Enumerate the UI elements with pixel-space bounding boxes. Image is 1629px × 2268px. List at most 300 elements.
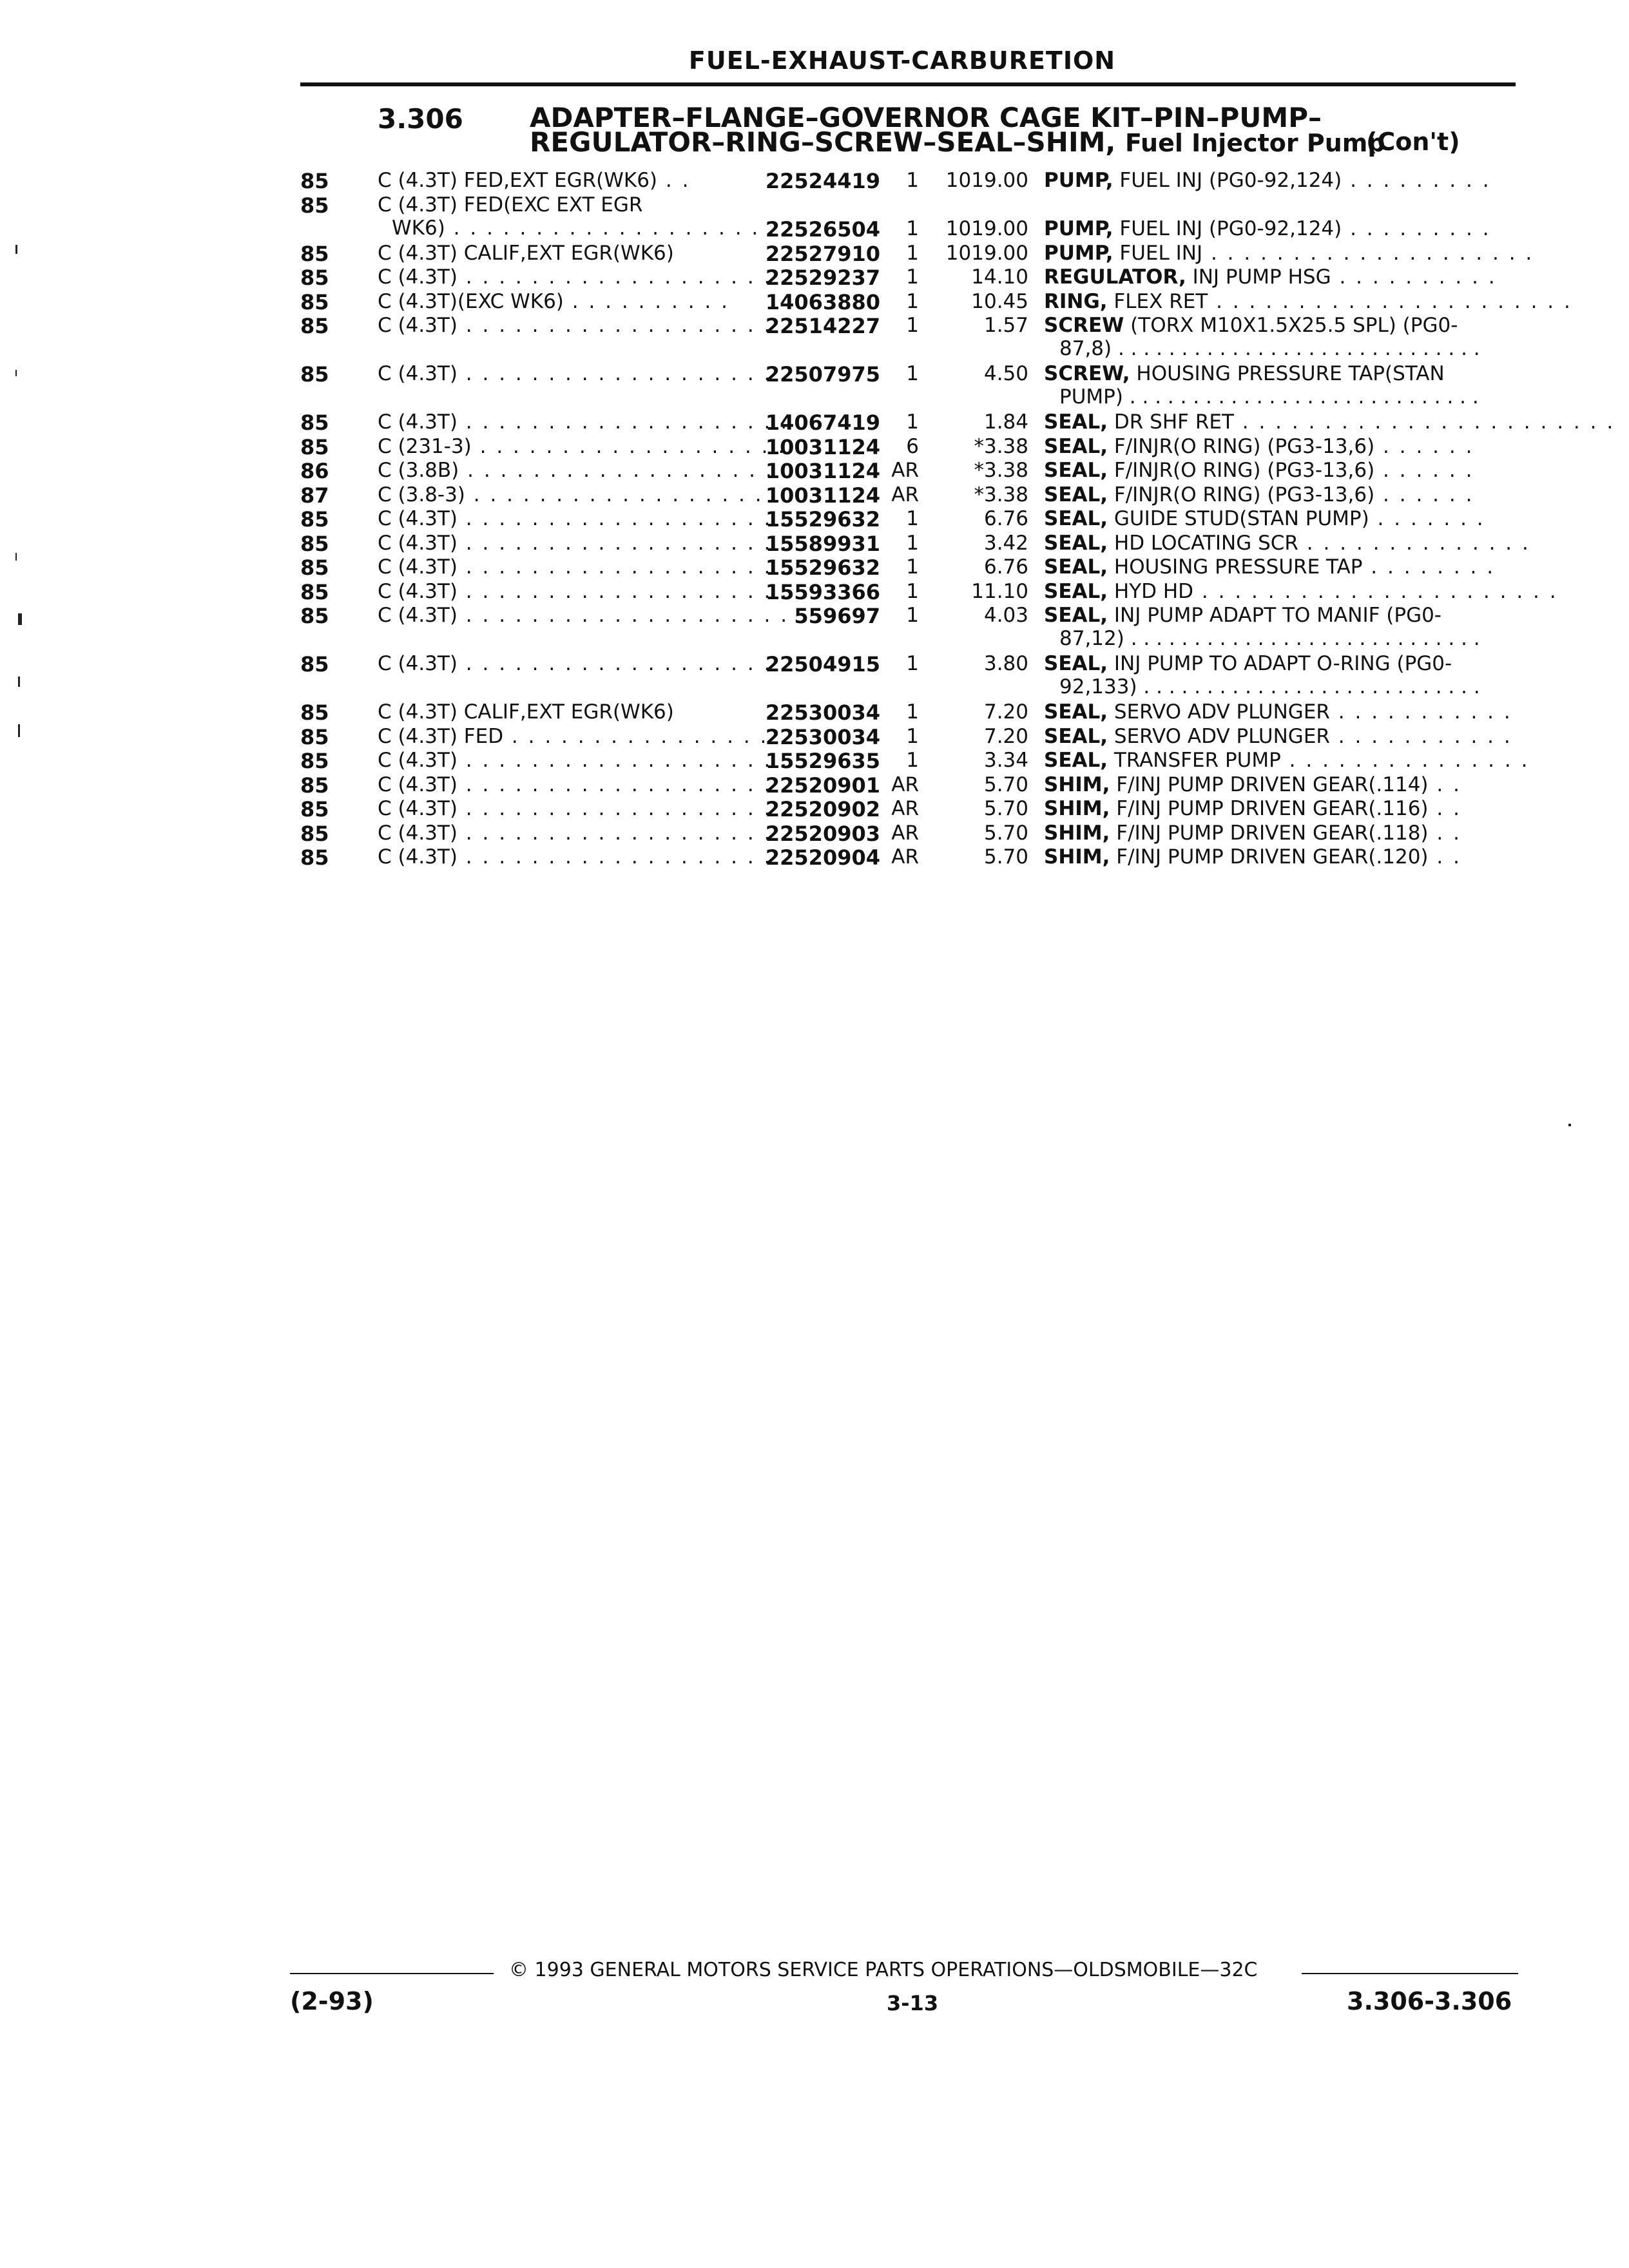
row-year: 85 [300, 579, 329, 604]
row-part-number: 22514227 [765, 314, 880, 338]
row-description-dots: . . [1428, 845, 1461, 869]
section-title-suffix: Fuel Injector Pump [1124, 129, 1385, 157]
row-part-number: 22504915 [765, 652, 880, 677]
row-leader-dots: . . . . . . . . . . . . . . . . . . . . [457, 314, 789, 337]
row-description-dots: . . . . . . . . . . . . . . . . . . . . . . [1208, 289, 1572, 313]
row-description-name: SHIM, [1044, 821, 1110, 845]
page-header-title: FUEL-EXHAUST-CARBURETION [688, 46, 1116, 75]
row-part-number: 22507975 [765, 362, 880, 387]
row-leader-dots: . . . . . . . . . . . . . . . . . . . . [457, 531, 789, 555]
row-price: 5.70 [983, 821, 1028, 845]
row-description [1044, 604, 1518, 650]
row-part-number: 22524419 [765, 169, 880, 193]
row-price: *3.38 [974, 459, 1028, 482]
row-price: 10.45 [971, 289, 1028, 313]
row-usage-cont-text: WK6) [392, 216, 445, 240]
row-year: 85 [300, 434, 329, 459]
row-description-text: F/INJ PUMP DRIVEN GEAR(.116) [1110, 797, 1429, 820]
row-price: 5.70 [983, 773, 1028, 796]
row-year: 85 [300, 531, 329, 556]
table-row [300, 241, 1534, 266]
scan-mark [15, 370, 17, 376]
row-part-number: 22529237 [765, 265, 880, 290]
table-row [300, 579, 1558, 604]
row-description-dots: . . . . . . . [1369, 507, 1485, 530]
row-quantity: 1 [906, 410, 919, 434]
row-description-text: HD LOCATING SCR [1108, 531, 1298, 555]
row-description [1044, 265, 1518, 289]
row-usage [378, 362, 1016, 385]
row-leader-dots: . . . . . . . . . . . . . . . . . . . . [457, 507, 789, 530]
footer-copyright: © 1993 GENERAL MOTORS SERVICE PARTS OPERATIONS—OLDSMOBILE—32C [509, 1959, 1258, 1981]
row-description [1044, 217, 1518, 240]
row-description-text: DR SHF RET [1108, 410, 1234, 434]
row-usage-text [378, 265, 1016, 289]
row-description-dots: . . . . . . [1374, 459, 1474, 482]
table-row [300, 193, 1518, 242]
row-year: 85 [300, 773, 329, 798]
row-leader-dots: . . . . . . . . . . . . . . . . . . . . [457, 579, 789, 603]
row-part-number: 22520904 [765, 845, 880, 870]
row-year: 85 [300, 410, 329, 435]
row-usage-text [378, 532, 1016, 555]
row-description-name: SEAL, [1044, 604, 1108, 627]
row-part-number: 22520901 [765, 773, 880, 798]
scan-mark [1568, 1124, 1571, 1126]
row-description-name: SEAL, [1044, 434, 1108, 458]
row-usage-main: C (4.3T) [378, 507, 458, 530]
row-description-dots: . . [1428, 797, 1461, 820]
row-usage-text [378, 242, 1016, 265]
row-usage [378, 483, 1016, 506]
footer-rule-left [290, 1973, 494, 1974]
row-part-number: 559697 [794, 604, 880, 628]
table-row [300, 822, 1518, 846]
section-continued-label: (Con't) [1366, 128, 1460, 156]
row-description [1044, 410, 1615, 434]
table-row [300, 749, 1530, 773]
row-description-text: F/INJ PUMP DRIVEN GEAR(.114) [1110, 773, 1429, 796]
row-quantity: 1 [906, 314, 919, 337]
row-description-name: SEAL, [1044, 410, 1108, 434]
row-description-name: SEAL, [1044, 700, 1108, 724]
row-quantity: 1 [906, 169, 919, 192]
row-description-name: SCREW [1044, 314, 1124, 337]
row-quantity: 1 [906, 652, 919, 675]
row-description-text: F/INJR(O RING) (PG3-13,6) [1108, 459, 1375, 482]
row-price: 1.57 [983, 314, 1028, 337]
row-description-name: PUMP, [1044, 241, 1113, 265]
row-description-text: F/INJR(O RING) (PG3-13,6) [1108, 483, 1375, 506]
row-description-text: F/INJ PUMP DRIVEN GEAR(.120) [1110, 845, 1429, 869]
row-description-name: SEAL, [1044, 555, 1108, 579]
row-part-number: 15589931 [765, 531, 880, 556]
row-usage-text [378, 459, 1016, 482]
row-usage-main: C (4.3T) [378, 604, 458, 627]
row-usage-main: C (4.3T) [378, 652, 458, 675]
footer-date: (2-93) [290, 1987, 374, 2015]
row-description-name: SHIM, [1044, 797, 1110, 820]
row-usage [378, 797, 1016, 820]
row-year: 85 [300, 289, 329, 314]
row-usage-text [378, 193, 1016, 216]
scan-mark [18, 613, 22, 625]
row-description-text: GUIDE STUD(STAN PUMP) [1108, 507, 1369, 530]
row-year: 85 [300, 314, 329, 338]
row-part-number: 10031124 [765, 459, 880, 483]
row-usage [378, 314, 1016, 337]
row-description-text: HYD HD [1108, 579, 1194, 603]
row-description [1044, 435, 1518, 458]
row-description-text: F/INJR(O RING) (PG3-13,6) [1108, 434, 1375, 458]
row-description-dots: . . . . . . . . . . . [1329, 700, 1512, 724]
row-year: 85 [300, 797, 329, 822]
row-usage-main: C (4.3T) FED [378, 724, 504, 748]
row-description [1044, 483, 1518, 506]
row-description [1044, 845, 1518, 869]
row-usage [378, 845, 1016, 869]
row-description-dots: . . . . . . . . [1362, 555, 1496, 579]
row-year: 85 [300, 555, 329, 580]
footer-rule-right [1302, 1973, 1518, 1974]
row-quantity: 1 [906, 507, 919, 530]
row-part-number: 15529632 [765, 507, 880, 532]
row-description-name: SEAL, [1044, 652, 1108, 675]
row-usage-text [378, 290, 1016, 313]
row-price: 1.84 [983, 410, 1028, 434]
row-price: 14.10 [971, 265, 1028, 289]
row-usage-text [378, 773, 1016, 796]
row-part-number: 10031124 [765, 483, 880, 508]
row-usage-text [378, 507, 1016, 530]
row-description-dots: . . [1428, 821, 1461, 845]
row-quantity: 1 [906, 217, 919, 240]
row-description-name: SEAL, [1044, 459, 1108, 482]
table-row [300, 652, 1518, 700]
row-usage [378, 532, 1016, 555]
row-description [1044, 822, 1518, 845]
row-usage-main: C (3.8-3) [378, 483, 465, 506]
row-year: 85 [300, 845, 329, 870]
row-part-number: 22520902 [765, 797, 880, 822]
row-year: 85 [300, 652, 329, 677]
row-description-name: SEAL, [1044, 483, 1108, 506]
row-description-line2: 92,133) . . . . . . . . . . . . . . . . . . . . . . . . . . . [1059, 675, 1480, 698]
table-row [300, 773, 1518, 798]
table-row [300, 700, 1518, 725]
row-usage-main: C (4.3T) CALIF,EXT EGR(WK6) [378, 700, 674, 724]
row-usage-main: C (4.3T) [378, 773, 458, 796]
row-usage [378, 242, 1016, 265]
row-usage-text [378, 555, 1016, 579]
row-year: 85 [300, 749, 329, 773]
table-row [300, 845, 1518, 870]
row-usage-continued [378, 216, 1016, 240]
row-description [1044, 700, 1518, 724]
row-description-dots: . . . . . . . . . . . . . . . [1280, 749, 1530, 772]
row-description [1044, 314, 1518, 360]
row-usage-text [378, 652, 1016, 675]
scan-mark [18, 724, 20, 737]
row-usage-main: C (3.8B) [378, 459, 459, 482]
row-description-name: SEAL, [1044, 531, 1108, 555]
row-price: 4.50 [983, 362, 1028, 385]
table-row [300, 169, 1518, 193]
row-usage-main: C (4.3T) [378, 845, 458, 869]
row-quantity: 1 [906, 362, 919, 385]
row-description-text: INJ PUMP ADAPT TO MANIF (PG0- [1108, 604, 1441, 627]
row-description-name: SHIM, [1044, 845, 1110, 869]
row-description [1044, 749, 1530, 772]
row-description [1044, 531, 1530, 555]
scan-mark [18, 677, 20, 687]
row-leader-dots: . . [657, 169, 691, 192]
row-price: 4.03 [983, 604, 1028, 627]
row-usage-text [378, 169, 1016, 192]
row-quantity: 1 [906, 289, 919, 313]
row-usage [378, 507, 1016, 530]
row-quantity: 1 [906, 531, 919, 555]
row-description-dots: . . . . . . . . . [1342, 217, 1491, 240]
row-usage [378, 555, 1016, 579]
row-usage [378, 290, 1016, 313]
row-description [1044, 507, 1518, 530]
row-part-number: 15529635 [765, 749, 880, 773]
row-leader-dots: . . . . . . . . . . . . . . . . . . . . [457, 797, 789, 820]
row-usage [378, 459, 1016, 482]
table-row [300, 725, 1518, 749]
row-year: 85 [300, 724, 329, 749]
row-description [1044, 169, 1518, 192]
row-usage-main: C (4.3T) [378, 797, 458, 820]
row-usage-text [378, 410, 1016, 434]
row-usage-main: C (4.3T) [378, 265, 458, 289]
row-leader-dots: . . . . . . . . . . . . . . . . . . . . [457, 821, 789, 845]
row-usage-main: C (4.3T) [378, 821, 458, 845]
row-usage-text [378, 483, 1016, 506]
row-part-number: 22526504 [765, 217, 880, 242]
row-usage-text [378, 749, 1016, 772]
table-row [300, 410, 1615, 435]
row-usage [378, 435, 1016, 458]
row-description-name: SEAL, [1044, 507, 1108, 530]
footer-page-number: 3-13 [887, 1991, 939, 2015]
row-quantity: 1 [906, 700, 919, 724]
row-description-text: INJ PUMP TO ADAPT O-RING (PG0- [1108, 652, 1452, 675]
row-leader-dots: . . . . . . . . . . . . . . . . . . . [471, 434, 787, 458]
row-usage [378, 193, 1016, 240]
row-quantity: 1 [906, 579, 919, 603]
section-title-line1: ADAPTER–FLANGE–GOVERNOR CAGE KIT–PIN–PUMP– [530, 102, 1322, 133]
row-usage [378, 700, 1016, 724]
row-leader-dots: . . . . . . . . . . . . . . . . . . [465, 483, 764, 506]
table-row [300, 314, 1518, 362]
row-usage [378, 652, 1016, 675]
row-usage-main: C (4.3T) [378, 749, 458, 772]
row-quantity: 1 [906, 265, 919, 289]
row-part-number: 15529632 [765, 555, 880, 580]
row-usage-text [378, 580, 1016, 603]
header-rule [300, 82, 1516, 86]
row-leader-dots: . . . . . . . . . . . . . . . . . . . . [457, 604, 789, 627]
row-part-number: 15593366 [765, 579, 880, 604]
row-usage [378, 749, 1016, 772]
section-title-line2-text: REGULATOR–RING–SCREW–SEAL–SHIM, [530, 126, 1116, 158]
row-description-dots: . . . . . . . . . [1342, 169, 1491, 192]
row-usage [378, 580, 1016, 603]
row-description [1044, 555, 1518, 579]
row-leader-dots: . . . . . . . . . . . . . . . . . . . . [445, 216, 776, 240]
row-quantity: AR [891, 773, 919, 796]
row-description [1044, 459, 1518, 482]
row-description-text: INJ PUMP HSG [1186, 265, 1331, 289]
row-year: 85 [300, 507, 329, 532]
row-usage-text [378, 797, 1016, 820]
row-description-dots: . . [1428, 773, 1461, 796]
row-usage-main: C (4.3T)(EXC WK6) [378, 289, 564, 313]
row-usage-text [378, 845, 1016, 869]
row-leader-dots: . . . . . . . . . . . . . . . . . . . . [457, 362, 789, 385]
footer-section-range: 3.306-3.306 [1347, 1987, 1512, 2015]
row-part-number: 22530034 [765, 724, 880, 749]
row-description-name: SEAL, [1044, 724, 1108, 748]
row-usage-text [378, 314, 1016, 337]
row-usage [378, 169, 1016, 192]
row-usage-main: C (4.3T) [378, 555, 458, 579]
scan-mark [15, 245, 17, 254]
row-leader-dots: . . . . . . . . . . . . . . . . . . . . [457, 265, 789, 289]
row-year: 85 [300, 241, 329, 266]
row-usage-text [378, 362, 1016, 385]
row-quantity: 1 [906, 724, 919, 748]
row-price: 5.70 [983, 797, 1028, 820]
row-description-line2: 87,12) . . . . . . . . . . . . . . . . . . . . . . . . . . . . [1059, 627, 1480, 650]
row-leader-dots: . . . . . . . . . . . . . . . . . . . . [457, 773, 789, 796]
row-price: 11.10 [971, 579, 1028, 603]
row-description-text: SERVO ADV PLUNGER [1108, 700, 1330, 724]
row-leader-dots: . . . . . . . . . . . . . . . . . . . . [457, 749, 789, 772]
row-usage [378, 725, 1016, 748]
row-year: 85 [300, 169, 329, 193]
scan-mark [15, 553, 17, 561]
row-description-name: PUMP, [1044, 217, 1113, 240]
row-description-text: FLEX RET [1107, 289, 1208, 313]
row-description-name: REGULATOR, [1044, 265, 1186, 289]
table-row [300, 507, 1518, 532]
row-usage [378, 604, 1016, 627]
row-price: 3.80 [983, 652, 1028, 675]
row-quantity: 1 [906, 555, 919, 579]
row-description-line2: 87,8) . . . . . . . . . . . . . . . . . . . . . . . . . . . . . [1059, 337, 1480, 360]
row-description-dots: . . . . . . . . . . . [1329, 724, 1512, 748]
row-year: 85 [300, 700, 329, 725]
row-year: 85 [300, 362, 329, 387]
table-row [300, 265, 1518, 290]
row-year: 85 [300, 604, 329, 628]
row-usage-text [378, 604, 1016, 627]
row-description-text: (TORX M10X1.5X25.5 SPL) (PG0- [1124, 314, 1458, 337]
row-price: *3.38 [974, 434, 1028, 458]
row-usage-main: C (4.3T) [378, 579, 458, 603]
table-row [300, 483, 1518, 508]
row-description-text: FUEL INJ (PG0-92,124) [1113, 169, 1342, 192]
table-row [300, 459, 1518, 483]
row-quantity: 1 [906, 604, 919, 627]
row-leader-dots: . . . . . . . . . . . . . . . . . . . . [457, 652, 789, 675]
row-part-number: 14063880 [765, 289, 880, 314]
row-year: 85 [300, 193, 329, 218]
row-description-text: FUEL INJ [1113, 241, 1203, 265]
row-description-name: SCREW, [1044, 362, 1130, 385]
row-usage [378, 410, 1016, 434]
row-usage-main: C (4.3T) CALIF,EXT EGR(WK6) [378, 241, 674, 265]
row-price: 1019.00 [945, 217, 1028, 240]
table-row [300, 604, 1518, 652]
row-description [1044, 579, 1558, 603]
row-quantity: AR [891, 845, 919, 869]
row-quantity: 1 [906, 241, 919, 265]
row-description [1044, 773, 1518, 796]
row-leader-dots: . . . . . . . . . . . . . . . . . . . [459, 459, 774, 482]
row-usage-main: C (4.3T) [378, 531, 458, 555]
row-description [1044, 652, 1518, 698]
row-usage-main: C (4.3T) FED,EXT EGR(WK6) [378, 169, 658, 192]
table-row [300, 362, 1518, 410]
row-description-dots: . . . . . . . . . . . . . . . . . . . . . . [1193, 579, 1558, 603]
row-price: 7.20 [983, 700, 1028, 724]
row-year: 86 [300, 459, 329, 483]
row-part-number: 10031124 [765, 434, 880, 459]
row-leader-dots: . . . . . . . . . . . . . . . . . . . . [457, 410, 789, 434]
row-quantity: 1 [906, 749, 919, 772]
row-year: 85 [300, 821, 329, 846]
row-description-text: SERVO ADV PLUNGER [1108, 724, 1330, 748]
row-usage-text [378, 725, 1016, 748]
row-price: 6.76 [983, 555, 1028, 579]
row-quantity: 6 [906, 434, 919, 458]
row-quantity: AR [891, 797, 919, 820]
row-price: 3.42 [983, 531, 1028, 555]
row-leader-dots: . . . . . . . . . . . . . . . . . . . . [457, 555, 789, 579]
row-usage [378, 822, 1016, 845]
row-usage-main: C (4.3T) [378, 314, 458, 337]
row-description [1044, 241, 1534, 265]
row-usage-main: C (4.3T) FED(EXC EXT EGR [378, 193, 643, 216]
row-part-number: 22520903 [765, 821, 880, 846]
section-number: 3.306 [378, 103, 463, 135]
row-usage [378, 265, 1016, 289]
row-description [1044, 362, 1518, 408]
row-description-name: RING, [1044, 289, 1108, 313]
section-title-line2 [530, 126, 1385, 158]
row-year: 87 [300, 483, 329, 508]
row-description-dots: . . . . . . . . . . [1331, 265, 1497, 289]
row-usage-main: C (4.3T) [378, 410, 458, 434]
row-year: 85 [300, 265, 329, 290]
row-price: 7.20 [983, 724, 1028, 748]
row-price: 1019.00 [945, 241, 1028, 265]
row-description [1044, 797, 1518, 820]
row-description-text: HOUSING PRESSURE TAP(STAN [1130, 362, 1445, 385]
row-description-text: TRANSFER PUMP [1108, 749, 1281, 772]
table-row [300, 435, 1518, 459]
parts-table [300, 169, 1615, 870]
row-description-dots: . . . . . . . . . . . . . . . . . . . . [1202, 241, 1534, 265]
row-description [1044, 289, 1572, 313]
row-leader-dots: . . . . . . . . . . . . . . . . [503, 724, 769, 748]
row-description-name: SHIM, [1044, 773, 1110, 796]
row-usage-text [378, 435, 1016, 458]
